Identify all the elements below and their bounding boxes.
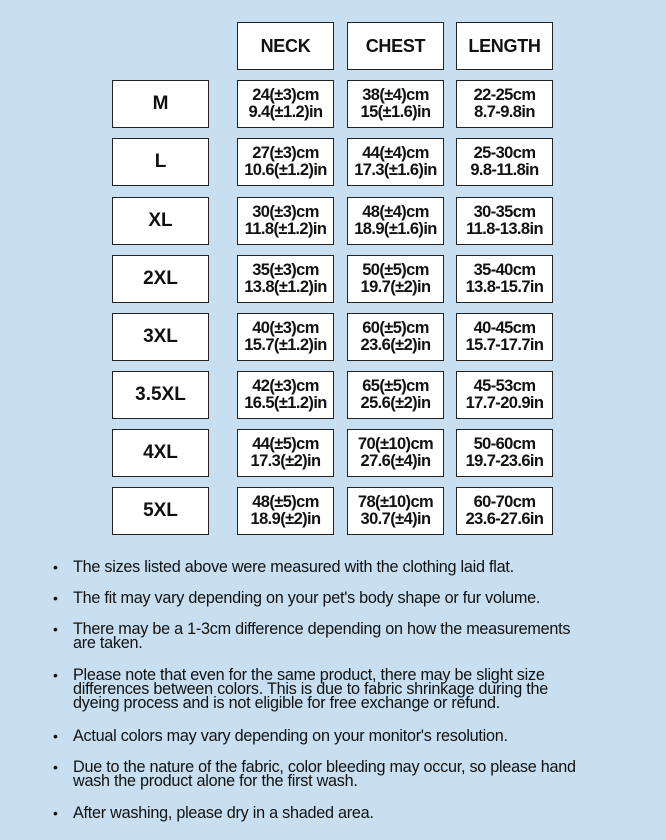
neck-cell-5xl xyxy=(237,487,334,535)
size-label-l xyxy=(112,138,209,186)
note-item xyxy=(52,760,658,788)
bullet-icon: • xyxy=(53,590,58,606)
chest-in: 27.6(±4)in xyxy=(360,452,431,470)
size-label-text: L xyxy=(154,151,167,172)
note-line: are taken. xyxy=(73,634,143,652)
note-line: After washing, please dry in a shaded area. xyxy=(73,804,374,822)
neck-cell-3-5xl xyxy=(237,371,334,419)
note-line: Please note that even for the same product, there may be slight size xyxy=(73,666,545,684)
bullet-icon: • xyxy=(53,559,58,575)
chest-cell-3-5xl xyxy=(347,371,444,419)
note-item xyxy=(52,560,658,574)
chest-cell-2xl xyxy=(347,255,444,303)
chest-cm: 38(±4)cm xyxy=(362,86,429,104)
length-cm: 50-60cm xyxy=(473,435,536,453)
neck-cm: 27(±3)cm xyxy=(252,144,319,162)
header-length xyxy=(456,22,553,70)
chest-cell-5xl xyxy=(347,487,444,535)
neck-in: 9.4(±1.2)in xyxy=(248,103,323,121)
header-length-label: LENGTH xyxy=(468,35,541,56)
neck-cm: 24(±3)cm xyxy=(252,86,319,104)
chest-cm: 50(±5)cm xyxy=(362,261,429,279)
length-cm: 30-35cm xyxy=(473,203,536,221)
length-cm: 35-40cm xyxy=(473,261,536,279)
header-neck xyxy=(237,22,334,70)
chest-cm: 48(±4)cm xyxy=(362,203,429,221)
size-label-text: 5XL xyxy=(143,500,178,521)
neck-cm: 40(±3)cm xyxy=(252,319,319,337)
length-cell-4xl xyxy=(456,429,553,477)
size-label-m xyxy=(112,80,209,128)
size-label-text: 2XL xyxy=(143,268,178,289)
note-line: Actual colors may vary depending on your monitor's resolution. xyxy=(73,727,508,745)
length-cm: 25-30cm xyxy=(473,144,536,162)
chest-in: 19.7(±2)in xyxy=(360,278,431,296)
note-line: differences between colors. This is due to fabric shrinkage during the xyxy=(73,680,549,698)
neck-cell-l xyxy=(237,138,334,186)
length-in: 8.7-9.8in xyxy=(474,103,535,121)
note-line: wash the product alone for the first wash. xyxy=(73,772,358,790)
neck-cell-xl xyxy=(237,197,334,245)
neck-cell-4xl xyxy=(237,429,334,477)
length-cell-2xl xyxy=(456,255,553,303)
length-cell-3-5xl xyxy=(456,371,553,419)
neck-in: 13.8(±1.2)in xyxy=(244,278,327,296)
length-cell-l xyxy=(456,138,553,186)
length-in: 9.8-11.8in xyxy=(470,161,539,179)
neck-in: 17.3(±2)in xyxy=(250,452,321,470)
length-cm: 22-25cm xyxy=(473,86,536,104)
neck-in: 18.9(±2)in xyxy=(250,510,321,528)
size-label-3xl xyxy=(112,313,209,361)
length-in: 11.8-13.8in xyxy=(466,220,543,238)
bullet-icon: • xyxy=(53,805,58,821)
size-label-4xl xyxy=(112,429,209,477)
length-cell-xl xyxy=(456,197,553,245)
neck-in: 11.8(±1.2)in xyxy=(244,220,327,238)
chest-in: 25.6(±2)in xyxy=(360,394,431,412)
bullet-icon: • xyxy=(53,728,58,744)
chest-in: 18.9(±1.6)in xyxy=(354,220,437,238)
bullet-icon: • xyxy=(53,759,58,775)
chest-cell-m xyxy=(347,80,444,128)
chest-in: 15(±1.6)in xyxy=(360,103,431,121)
length-cm: 60-70cm xyxy=(473,493,536,511)
size-label-text: 4XL xyxy=(143,442,178,463)
neck-cell-3xl xyxy=(237,313,334,361)
neck-cm: 35(±3)cm xyxy=(252,261,319,279)
chest-cell-xl xyxy=(347,197,444,245)
chest-cell-l xyxy=(347,138,444,186)
neck-in: 16.5(±1.2)in xyxy=(244,394,327,412)
bullet-icon: • xyxy=(53,667,58,683)
size-label-text: 3.5XL xyxy=(135,384,186,405)
neck-in: 10.6(±1.2)in xyxy=(244,161,327,179)
note-line: dyeing process and is not eligible for free exchange or refund. xyxy=(73,694,500,712)
size-label-5xl xyxy=(112,487,209,535)
length-cm: 40-45cm xyxy=(473,319,536,337)
note-line: The fit may vary depending on your pet's body shape or fur volume. xyxy=(73,589,541,607)
chest-cell-3xl xyxy=(347,313,444,361)
length-in: 19.7-23.6in xyxy=(465,452,544,470)
chest-in: 23.6(±2)in xyxy=(360,336,431,354)
size-label-text: M xyxy=(152,93,169,114)
length-in: 17.7-20.9in xyxy=(465,394,544,412)
neck-cm: 42(±3)cm xyxy=(252,377,319,395)
note-item xyxy=(52,729,658,743)
chest-cm: 65(±5)cm xyxy=(362,377,429,395)
neck-cell-m xyxy=(237,80,334,128)
size-label-2xl xyxy=(112,255,209,303)
chest-cm: 78(±10)cm xyxy=(357,493,434,511)
length-cell-3xl xyxy=(456,313,553,361)
note-line: Due to the nature of the fabric, color bleeding may occur, so please hand xyxy=(73,758,576,776)
chest-cell-4xl xyxy=(347,429,444,477)
note-item xyxy=(52,668,658,710)
neck-cm: 48(±5)cm xyxy=(252,493,319,511)
size-label-3-5xl xyxy=(112,371,209,419)
length-in: 23.6-27.6in xyxy=(465,510,544,528)
chest-in: 30.7(±4)in xyxy=(360,510,431,528)
bullet-icon: • xyxy=(53,621,58,637)
neck-cell-2xl xyxy=(237,255,334,303)
note-item xyxy=(52,806,658,820)
size-label-text: XL xyxy=(148,210,173,231)
header-neck-label: NECK xyxy=(260,35,311,56)
chest-cm: 70(±10)cm xyxy=(357,435,434,453)
chest-cm: 60(±5)cm xyxy=(362,319,429,337)
note-item xyxy=(52,591,658,605)
size-label-xl xyxy=(112,197,209,245)
length-in: 13.8-15.7in xyxy=(465,278,544,296)
chest-cm: 44(±4)cm xyxy=(362,144,429,162)
note-line: The sizes listed above were measured with the clothing laid flat. xyxy=(73,558,514,576)
length-cell-5xl xyxy=(456,487,553,535)
header-chest xyxy=(347,22,444,70)
note-item xyxy=(52,622,658,650)
length-cell-m xyxy=(456,80,553,128)
header-chest-label: CHEST xyxy=(365,35,426,56)
neck-cm: 44(±5)cm xyxy=(252,435,319,453)
size-label-text: 3XL xyxy=(143,326,178,347)
length-in: 15.7-17.7in xyxy=(465,336,544,354)
length-cm: 45-53cm xyxy=(473,377,536,395)
neck-in: 15.7(±1.2)in xyxy=(244,336,327,354)
note-line: There may be a 1-3cm difference depending on how the measurements xyxy=(73,620,571,638)
neck-cm: 30(±3)cm xyxy=(252,203,319,221)
chest-in: 17.3(±1.6)in xyxy=(354,161,437,179)
